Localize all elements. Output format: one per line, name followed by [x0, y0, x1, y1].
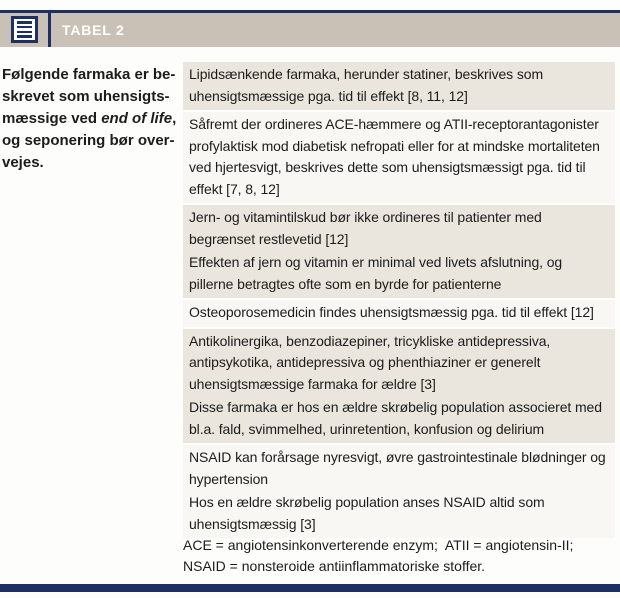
icon-stripe — [17, 31, 32, 34]
caption-line: mæssige ved end of life, — [2, 110, 177, 127]
table-cell-text: Effekten af jern og vitamin er minimal ved livets afslutning, og pillerne betragtes ofte som en byrde for patienterne — [189, 254, 563, 292]
caption-line: skrevet som uhensigts- — [2, 88, 170, 105]
table-cell-text: Antikolinergika, benzodiazepiner, tricykliske antidepressiva, antipsykotika, antidepressiva og phenthiaziner er generelt uhensigtsmæssige farmaka for ældre [3] — [189, 332, 551, 392]
table-row-group — [183, 329, 615, 444]
caption-line: og seponering bør over- — [2, 132, 175, 149]
table-list-icon — [11, 16, 38, 43]
table-caption — [2, 64, 180, 174]
table-row-group — [183, 62, 615, 110]
bottom-rule — [0, 584, 620, 592]
table-body — [183, 62, 615, 540]
icon-stripe — [17, 26, 32, 29]
icon-stripe — [17, 35, 32, 38]
table-row-group — [183, 300, 615, 327]
table-row-group — [183, 205, 615, 298]
table-cell-text: Lipidsænkende farmaka, herunder statiner, beskrives som uhensigtsmæssige pga. tid til effekt [8, 11, 12] — [189, 66, 544, 104]
abbreviation-footnote: ACE = angiotensinkonverterende enzym; ATII = angiotensin-II; NSAID = nonsteroide antiinflammatoriske stoffer. — [183, 537, 582, 574]
caption-italic-phrase: end of life — [101, 110, 173, 127]
caption-line: vejes. — [2, 154, 44, 171]
icon-stripe — [17, 21, 32, 24]
table-cell-text: Hos en ældre skrøbelig population anses NSAID altid som uhensigtsmæssig [3] — [189, 494, 545, 532]
header-separator — [48, 13, 51, 47]
table-title: TABEL 2 — [62, 22, 125, 38]
caption-line: Følgende farmaka er be- — [2, 66, 176, 83]
table-row-group — [183, 445, 615, 538]
table-row-group — [183, 112, 615, 203]
table-cell-text: Disse farmaka er hos en ældre skrøbelig population associeret med bl.a. fald, svimmelhed, urinretention, konfusion og delirium — [189, 399, 602, 437]
table-header-band — [0, 13, 620, 47]
table-cell-text: NSAID kan forårsage nyresvigt, øvre gastrointestinale blødninger og hypertension — [189, 449, 606, 487]
table-cell-text: Såfremt der ordineres ACE-hæmmere og ATII-receptorantagonister profylaktisk mod diabetisk nefropati eller for at mindske mortaliteten ved hjertesvigt, beskrives dette som uhensigtsmæssigt pga. tid til effekt [7, 8, 12] — [189, 116, 600, 197]
table-cell-text: Osteoporosemedicin findes uhensigtsmæssig pga. tid til effekt [12] — [189, 304, 594, 320]
table-cell-text: Jern- og vitamintilskud bør ikke ordineres til patienter med begrænset restlevetid [12] — [189, 209, 542, 247]
